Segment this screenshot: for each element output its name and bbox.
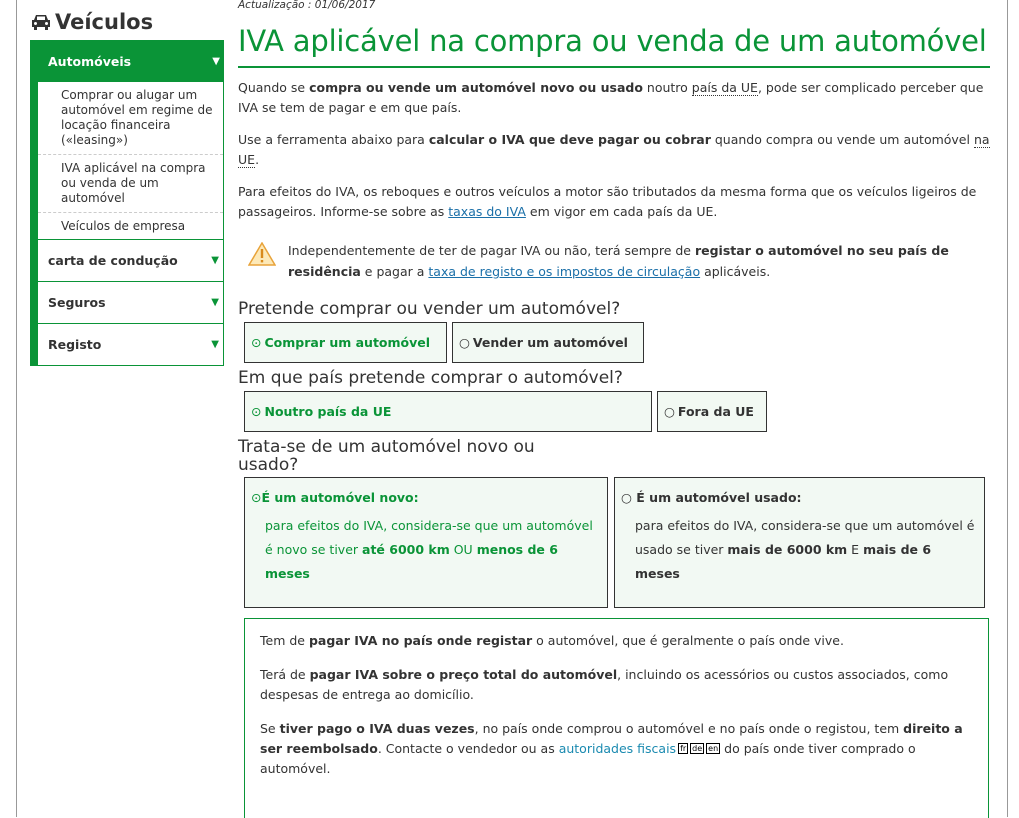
text-segment: do país onde tiver comprado o automóvel. xyxy=(260,741,916,776)
radio-empty-icon: ○ xyxy=(459,335,470,350)
sidebar xyxy=(30,8,224,366)
radio-selected-icon: ⊙ xyxy=(251,335,262,350)
bold-text: menos de 6 meses xyxy=(265,542,558,581)
text-segment: aplicáveis. xyxy=(700,264,771,279)
sidebar-nav xyxy=(30,40,224,366)
result-box xyxy=(244,618,989,818)
question-new-used: Trata-se de um automóvel novo ou usado? xyxy=(238,437,535,475)
intro-paragraph xyxy=(238,78,990,118)
intro-paragraph xyxy=(238,130,990,170)
text-segment: para efeitos do IVA, considera-se que um automóvel é usado se tiver xyxy=(635,518,975,557)
text-segment: , incluindo os acessórios ou custos associados, como despesas de entrega ao domicílio. xyxy=(260,667,949,702)
text-segment: E xyxy=(847,542,864,557)
result-paragraph xyxy=(260,665,973,705)
chevron-down-icon: ▼ xyxy=(211,339,219,350)
car-icon xyxy=(30,13,52,31)
country-options xyxy=(244,391,990,432)
bold-text: até 6000 km xyxy=(362,542,450,557)
result-paragraph xyxy=(260,719,973,779)
language-en-icon[interactable]: en xyxy=(708,744,719,753)
sidebar-item-seguros[interactable] xyxy=(38,281,224,324)
bold-text: mais de 6 meses xyxy=(635,542,932,581)
radio-selected-icon: ⊙ xyxy=(251,404,262,419)
text-segment: OU xyxy=(449,542,477,557)
main-content xyxy=(238,0,990,818)
sidebar-item-registo[interactable] xyxy=(38,323,224,366)
text-segment: quando compra ou vende um automóvel xyxy=(710,132,974,147)
sidebar-submenu xyxy=(38,82,224,240)
sidebar-item-automoveis[interactable] xyxy=(38,40,224,82)
text-segment: Se xyxy=(260,721,280,736)
text-segment: e pagar a xyxy=(360,264,429,279)
radio-empty-icon: ○ xyxy=(664,404,675,419)
radio-selected-icon: ⊙ xyxy=(251,490,262,505)
page-border-right xyxy=(1007,0,1008,817)
sidebar-item-carta[interactable] xyxy=(38,239,224,282)
warning-box xyxy=(238,240,990,282)
new-used-options xyxy=(244,477,990,608)
bold-text: direito a ser reembolsado xyxy=(260,721,963,756)
bold-text: pagar IVA no país onde registar xyxy=(308,633,533,648)
text-segment: , pode ser complicado perceber que IVA se tem de pagar e em que país. xyxy=(238,80,984,115)
option-label: Comprar um automóvel xyxy=(264,335,431,350)
sidebar-item-label: carta de condução xyxy=(48,253,178,268)
sidebar-item-label: Seguros xyxy=(48,295,106,310)
text-segment: em vigor em cada país da UE. xyxy=(525,204,718,219)
option-used[interactable] xyxy=(614,477,985,608)
bold-text: registar o automóvel no seu país de residência xyxy=(288,243,949,279)
page-title: IVA aplicável na compra ou venda de um automóvel xyxy=(238,24,990,68)
text-segment: . xyxy=(255,152,260,167)
sidebar-title xyxy=(30,8,224,36)
bold-text: mais de 6000 km xyxy=(727,542,848,557)
update-date: Actualização : 01/06/2017 xyxy=(238,0,376,11)
inline-link[interactable]: taxas do IVA xyxy=(448,204,526,219)
sidebar-subitem-empresa[interactable]: Veículos de empresa xyxy=(61,219,186,233)
sidebar-subitem-leasing[interactable]: Comprar ou alugar um automóvel em regime de locação financeira («leasing») xyxy=(38,82,223,155)
option-outside-eu[interactable] xyxy=(657,391,767,432)
glossary-term[interactable]: país da UE xyxy=(691,80,758,95)
option-label: Fora da UE xyxy=(677,404,754,419)
text-segment: o automóvel, que é geralmente o país onde vive. xyxy=(532,633,844,648)
option-description xyxy=(621,514,978,586)
sidebar-item-label: Automóveis xyxy=(48,53,132,69)
option-new[interactable] xyxy=(244,477,608,608)
text-segment: Quando se xyxy=(238,80,310,95)
chevron-down-icon: ▼ xyxy=(212,55,220,67)
option-buy[interactable] xyxy=(244,322,447,363)
language-fr-icon[interactable]: fr xyxy=(680,744,687,753)
option-description xyxy=(251,514,601,586)
sidebar-item-label: Registo xyxy=(48,337,102,352)
option-label: Noutro país da UE xyxy=(264,404,392,419)
sidebar-title-text: Veículos xyxy=(55,10,154,34)
option-eu[interactable] xyxy=(244,391,652,432)
text-segment: noutro xyxy=(642,80,692,95)
warning-text xyxy=(288,240,990,282)
inline-link[interactable]: autoridades fiscais xyxy=(558,741,677,756)
bold-text: calcular o IVA que deve pagar ou cobrar xyxy=(428,132,711,147)
intro-paragraph xyxy=(238,182,990,222)
language-de-icon[interactable]: de xyxy=(692,744,703,753)
text-segment: . Contacte o vendedor ou as xyxy=(377,741,559,756)
sidebar-subitem-iva[interactable]: IVA aplicável na compra ou venda de um automóvel xyxy=(38,155,223,213)
bold-text: compra ou vende um automóvel novo ou usado xyxy=(309,80,643,95)
inline-link[interactable]: taxa de registo e os impostos de circulação xyxy=(428,264,701,279)
text-segment: Tem de xyxy=(260,633,309,648)
chevron-down-icon: ▼ xyxy=(211,297,219,308)
warning-icon xyxy=(248,242,276,266)
result-paragraph xyxy=(260,631,973,651)
chevron-down-icon: ▼ xyxy=(211,255,219,266)
question-country: Em que país pretende comprar o automóvel? xyxy=(238,368,623,388)
radio-empty-icon: ○ xyxy=(621,490,632,505)
option-title-text: É um automóvel novo: xyxy=(261,490,419,505)
glossary-term[interactable]: na UE xyxy=(238,132,990,167)
bold-text: tiver pago o IVA duas vezes xyxy=(279,721,475,736)
question-buy-sell: Pretende comprar ou vender um automóvel? xyxy=(238,299,621,319)
option-title-text: É um automóvel usado: xyxy=(636,490,802,505)
option-label: Vender um automóvel xyxy=(472,335,628,350)
text-segment: Terá de xyxy=(260,667,310,682)
text-segment: Independentemente de ter de pagar IVA ou não, terá sempre de xyxy=(288,243,695,258)
page-border-left xyxy=(16,0,17,817)
buy-sell-options xyxy=(244,322,990,363)
option-title xyxy=(251,490,601,505)
bold-text: pagar IVA sobre o preço total do automóvel xyxy=(309,667,618,682)
text-segment: , no país onde comprou o automóvel e no país onde o registou, tem xyxy=(474,721,904,736)
option-sell[interactable] xyxy=(452,322,644,363)
text-segment: Use a ferramenta abaixo para xyxy=(238,132,429,147)
option-title xyxy=(621,490,978,505)
text-segment: para efeitos do IVA, considera-se que um automóvel é novo se tiver xyxy=(265,518,593,557)
text-segment: Para efeitos do IVA, os reboques e outros veículos a motor são tributados da mesma forma que os veículos ligeiros de passageiros. Informe-se sobre as xyxy=(238,184,977,219)
